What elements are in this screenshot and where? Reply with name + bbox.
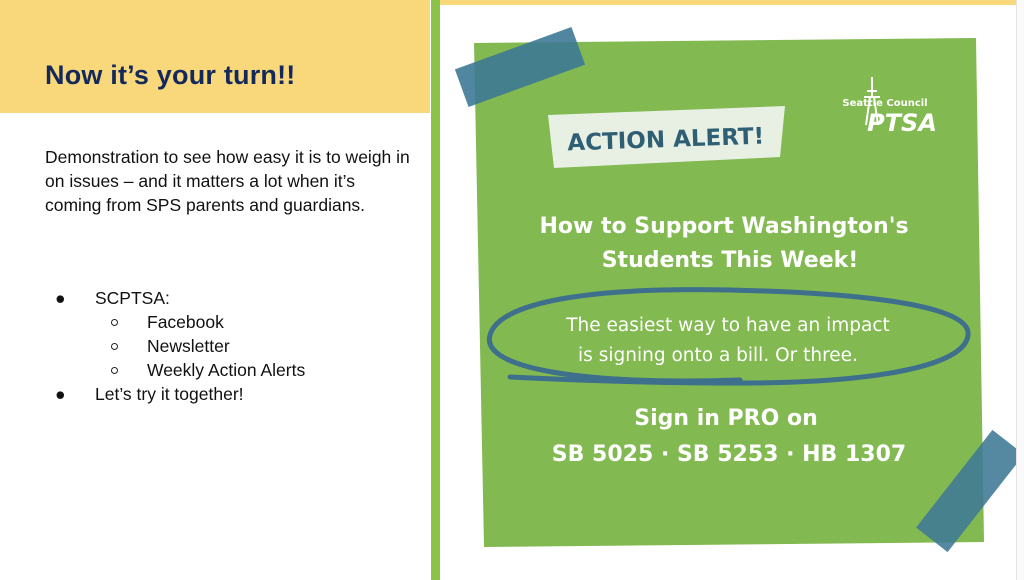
- circled-text-line1: The easiest way to have an impact: [566, 315, 890, 336]
- bullet-dot-icon: ●: [55, 288, 66, 308]
- cta-line1: Sign in PRO on: [634, 406, 818, 431]
- title-banner: [0, 0, 430, 113]
- badge-text: ACTION ALERT!: [566, 123, 765, 157]
- slide-title: Now it’s your turn!!: [45, 60, 296, 90]
- sub-bullet-facebook: Facebook: [95, 310, 305, 334]
- bullet-dot-icon: ●: [55, 384, 66, 404]
- bullet-list: [55, 286, 305, 406]
- logo-line1: Seattle Council: [842, 98, 928, 109]
- intro-paragraph: Demonstration to see how easy it is to weigh in on issues – and it matters a lot when it’s coming from SPS parents and guardians.: [45, 147, 410, 215]
- bullet-try-together: [55, 382, 305, 406]
- bullet-label: SCPTSA:: [95, 288, 170, 308]
- sub-bullet-action-alerts: Weekly Action Alerts: [95, 358, 305, 382]
- bullet-scptsa: [55, 286, 305, 382]
- slide-edge: [1016, 0, 1024, 580]
- headline-line2: Students This Week!: [601, 248, 859, 273]
- hollow-bullet-icon: [111, 343, 118, 350]
- green-divider: [431, 0, 440, 580]
- bullet-label: Let’s try it together!: [95, 384, 244, 404]
- hollow-bullet-icon: [111, 319, 118, 326]
- circled-text-line2: is signing onto a bill. Or three.: [578, 345, 858, 366]
- hollow-bullet-icon: [111, 367, 118, 374]
- logo-line2: PTSA: [867, 109, 937, 137]
- cta-line2: SB 5025 · SB 5253 · HB 1307: [551, 442, 907, 467]
- sub-bullet-list: [95, 310, 305, 382]
- sub-bullet-newsletter: Newsletter: [95, 334, 305, 358]
- headline-line1: How to Support Washington's: [539, 214, 909, 239]
- action-alert-graphic: [440, 5, 1016, 580]
